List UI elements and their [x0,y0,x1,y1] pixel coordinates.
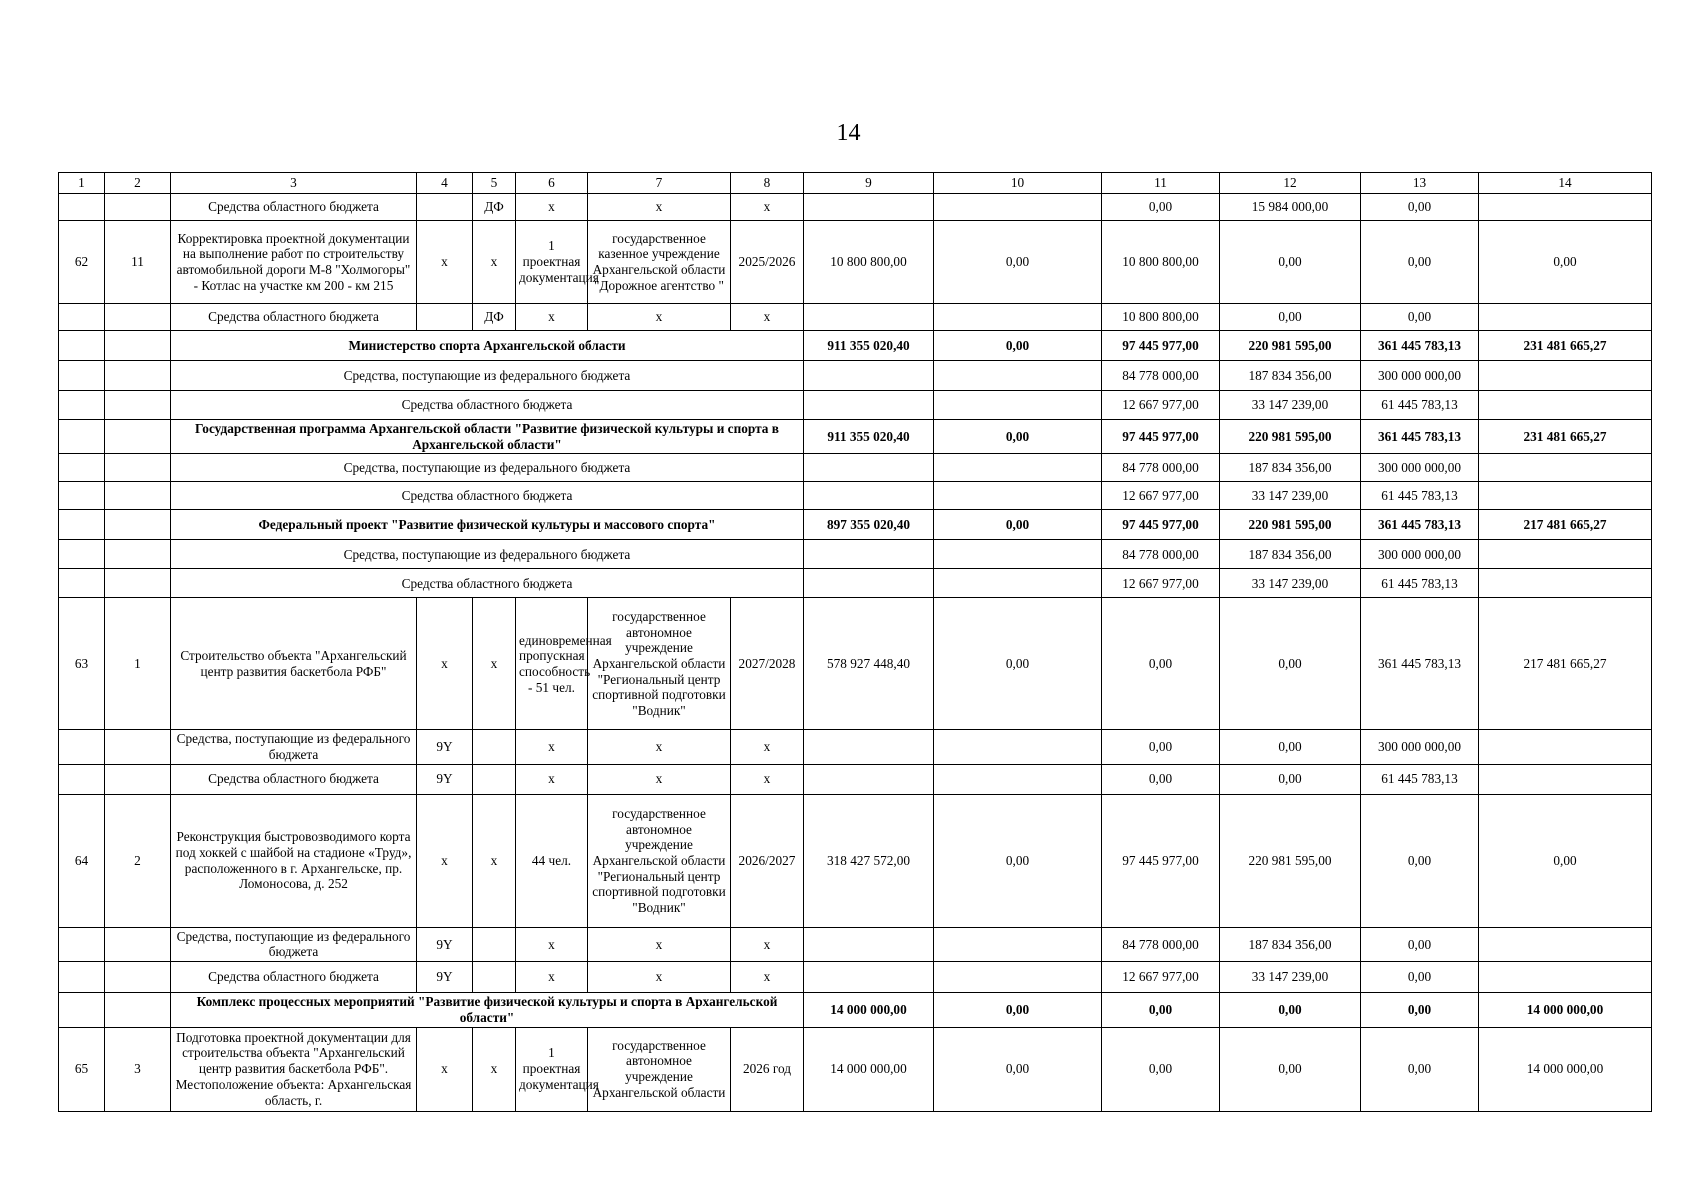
empty-cell [934,482,1102,510]
value-cell-c4: 9Y [417,962,473,993]
empty-cell [934,454,1102,482]
empty-cell [105,510,171,540]
empty-cell [105,569,171,598]
value-cell-c13: 0,00 [1361,962,1479,993]
empty-cell [59,962,105,993]
value-cell-c8: х [731,194,804,221]
row-number-cell: 64 [59,794,105,927]
value-cell-c5: х [473,598,516,730]
empty-cell [1479,540,1652,569]
column-number-cell: 11 [1102,173,1220,194]
column-number-cell: 7 [588,173,731,194]
group-title-cell: Комплекс процессных мероприятий "Развитие физической культуры и спорта в Архангельской области" [171,993,804,1027]
funding-source-cell: Средства областного бюджета [171,482,804,510]
value-cell-c6: единовременная пропускная способность - 51 чел. [516,598,588,730]
value-cell-c7: государственное автономное учреждение Архангельской области [588,1027,731,1111]
value-cell-c12: 0,00 [1220,221,1361,304]
table-row [59,730,1652,764]
value-cell-c12: 0,00 [1220,1027,1361,1111]
table-row [59,194,1652,221]
value-cell-c8: 2027/2028 [731,598,804,730]
value-cell-c10: 0,00 [934,221,1102,304]
group-total-cell-c11: 97 445 977,00 [1102,510,1220,540]
column-number-cell: 3 [171,173,417,194]
group-total-cell-c14: 14 000 000,00 [1479,993,1652,1027]
value-cell-c11: 12 667 977,00 [1102,482,1220,510]
value-cell-c13: 0,00 [1361,1027,1479,1111]
table-row [59,391,1652,420]
value-cell-c11: 10 800 800,00 [1102,221,1220,304]
value-cell-c11: 97 445 977,00 [1102,794,1220,927]
value-cell-c12: 0,00 [1220,598,1361,730]
funding-source-cell: Средства, поступающие из федерального бюджета [171,540,804,569]
value-cell-c13: 61 445 783,13 [1361,391,1479,420]
value-cell-c7: государственное автономное учреждение Архангельской области "Региональный центр спортивной подготовки "Водник" [588,794,731,927]
group-total-cell-c9: 14 000 000,00 [804,993,934,1027]
group-total-cell-c13: 361 445 783,13 [1361,420,1479,454]
funding-source-cell: Средства областного бюджета [171,391,804,420]
value-cell-c9: 578 927 448,40 [804,598,934,730]
empty-cell [804,962,934,993]
column-number-cell: 2 [105,173,171,194]
value-cell-c5: х [473,1027,516,1111]
empty-cell [804,304,934,331]
empty-cell [105,331,171,361]
group-total-cell-c11: 0,00 [1102,993,1220,1027]
funding-source-cell: Средства, поступающие из федерального бюджета [171,454,804,482]
empty-cell [804,730,934,764]
value-cell-c12: 33 147 239,00 [1220,391,1361,420]
empty-cell [105,420,171,454]
table-row [59,454,1652,482]
funding-source-cell: Средства областного бюджета [171,764,417,794]
empty-cell [105,730,171,764]
value-cell-c9: 10 800 800,00 [804,221,934,304]
value-cell-c11: 84 778 000,00 [1102,454,1220,482]
value-cell-c13: 361 445 783,13 [1361,598,1479,730]
empty-cell [804,391,934,420]
empty-cell [105,482,171,510]
value-cell-c12: 187 834 356,00 [1220,361,1361,391]
value-cell-c8: 2025/2026 [731,221,804,304]
empty-cell [105,540,171,569]
empty-cell [59,510,105,540]
group-total-cell-c13: 361 445 783,13 [1361,510,1479,540]
column-number-cell: 4 [417,173,473,194]
funding-source-cell: Средства областного бюджета [171,962,417,993]
group-title-cell: Государственная программа Архангельской области "Развитие физической культуры и спорта в Архангельской области" [171,420,804,454]
group-total-cell-c12: 220 981 595,00 [1220,510,1361,540]
value-cell-c7: х [588,304,731,331]
value-cell-c12: 0,00 [1220,764,1361,794]
value-cell-c7: х [588,927,731,961]
value-cell-c6: 1 проектная документация [516,1027,588,1111]
value-cell-c5: х [473,794,516,927]
group-total-cell-c12: 220 981 595,00 [1220,420,1361,454]
funding-source-cell: Средства, поступающие из федерального бюджета [171,730,417,764]
value-cell-c12: 187 834 356,00 [1220,454,1361,482]
value-cell-c11: 84 778 000,00 [1102,927,1220,961]
table-row [59,361,1652,391]
group-total-cell-c9: 911 355 020,40 [804,331,934,361]
value-cell-c11: 12 667 977,00 [1102,391,1220,420]
value-cell-c8: х [731,730,804,764]
empty-cell [59,764,105,794]
value-cell-c14: 217 481 665,27 [1479,598,1652,730]
funding-source-cell: Средства, поступающие из федерального бюджета [171,927,417,961]
group-total-cell-c9: 911 355 020,40 [804,420,934,454]
empty-cell [105,927,171,961]
column-number-cell: 5 [473,173,516,194]
value-cell-c13: 300 000 000,00 [1361,454,1479,482]
empty-cell [1479,927,1652,961]
value-cell-c13: 61 445 783,13 [1361,482,1479,510]
value-cell-c5 [473,927,516,961]
value-cell-c7: х [588,764,731,794]
group-total-cell-c10: 0,00 [934,993,1102,1027]
value-cell-c4 [417,304,473,331]
empty-cell [1479,361,1652,391]
value-cell-c12: 33 147 239,00 [1220,962,1361,993]
row-number-cell: 63 [59,598,105,730]
value-cell-c5 [473,962,516,993]
value-cell-c8: х [731,962,804,993]
value-cell-c8: х [731,764,804,794]
value-cell-c9: 318 427 572,00 [804,794,934,927]
empty-cell [105,454,171,482]
empty-cell [934,391,1102,420]
value-cell-c12: 0,00 [1220,304,1361,331]
column-number-cell: 13 [1361,173,1479,194]
value-cell-c8: х [731,927,804,961]
empty-cell [59,993,105,1027]
value-cell-c8: 2026 год [731,1027,804,1111]
empty-cell [59,194,105,221]
item-name-cell: Строительство объекта "Архангельский центр развития баскетбола РФБ" [171,598,417,730]
column-number-cell: 8 [731,173,804,194]
value-cell-c11: 0,00 [1102,730,1220,764]
value-cell-c11: 12 667 977,00 [1102,569,1220,598]
column-number-cell: 12 [1220,173,1361,194]
value-cell-c6: 1 проектная документация [516,221,588,304]
empty-cell [934,540,1102,569]
empty-cell [105,361,171,391]
value-cell-c6: 44 чел. [516,794,588,927]
value-cell-c8: х [731,304,804,331]
value-cell-c4: х [417,1027,473,1111]
group-total-cell-c10: 0,00 [934,510,1102,540]
empty-cell [804,482,934,510]
empty-cell [59,331,105,361]
empty-cell [1479,569,1652,598]
funding-source-cell: Средства областного бюджета [171,304,417,331]
value-cell-c7: х [588,730,731,764]
row-number-cell: 65 [59,1027,105,1111]
table-row [59,540,1652,569]
value-cell-c4: 9Y [417,730,473,764]
empty-cell [1479,764,1652,794]
group-total-cell-c9: 897 355 020,40 [804,510,934,540]
item-number-cell: 3 [105,1027,171,1111]
table-row [59,482,1652,510]
empty-cell [105,764,171,794]
value-cell-c12: 33 147 239,00 [1220,569,1361,598]
funding-source-cell: Средства областного бюджета [171,194,417,221]
empty-cell [105,993,171,1027]
value-cell-c4 [417,194,473,221]
value-cell-c11: 84 778 000,00 [1102,540,1220,569]
empty-cell [59,730,105,764]
group-total-cell-c14: 231 481 665,27 [1479,331,1652,361]
table-row [59,794,1652,927]
empty-cell [804,927,934,961]
table-row [59,221,1652,304]
value-cell-c7: государственное автономное учреждение Архангельской области "Региональный центр спортивной подготовки "Водник" [588,598,731,730]
value-cell-c14: 0,00 [1479,221,1652,304]
value-cell-c6: х [516,730,588,764]
empty-cell [1479,730,1652,764]
empty-cell [1479,304,1652,331]
value-cell-c13: 61 445 783,13 [1361,764,1479,794]
value-cell-c11: 10 800 800,00 [1102,304,1220,331]
empty-cell [934,361,1102,391]
value-cell-c12: 220 981 595,00 [1220,794,1361,927]
group-total-cell-c13: 361 445 783,13 [1361,331,1479,361]
value-cell-c13: 0,00 [1361,794,1479,927]
empty-cell [934,304,1102,331]
group-total-cell-c14: 217 481 665,27 [1479,510,1652,540]
value-cell-c11: 0,00 [1102,194,1220,221]
value-cell-c6: х [516,764,588,794]
empty-cell [105,194,171,221]
item-number-cell: 2 [105,794,171,927]
empty-cell [59,361,105,391]
table-row [59,510,1652,540]
table-row [59,569,1652,598]
item-name-cell: Подготовка проектной документации для строительства объекта "Архангельский центр развития баскетбола РФБ". Местоположение объекта: Архангельская область, г. [171,1027,417,1111]
item-number-cell: 11 [105,221,171,304]
column-number-row [59,173,1652,194]
column-number-cell: 14 [1479,173,1652,194]
value-cell-c6: х [516,194,588,221]
table-row [59,304,1652,331]
group-total-cell-c11: 97 445 977,00 [1102,420,1220,454]
value-cell-c10: 0,00 [934,1027,1102,1111]
group-total-cell-c11: 97 445 977,00 [1102,331,1220,361]
empty-cell [804,540,934,569]
value-cell-c13: 300 000 000,00 [1361,361,1479,391]
item-number-cell: 1 [105,598,171,730]
value-cell-c5: х [473,221,516,304]
column-number-cell: 10 [934,173,1102,194]
table-row [59,331,1652,361]
value-cell-c6: х [516,962,588,993]
budget-table [58,172,1652,1112]
empty-cell [804,454,934,482]
empty-cell [934,962,1102,993]
value-cell-c14: 0,00 [1479,794,1652,927]
empty-cell [59,569,105,598]
group-title-cell: Министерство спорта Архангельской области [171,331,804,361]
value-cell-c13: 61 445 783,13 [1361,569,1479,598]
value-cell-c7: х [588,962,731,993]
value-cell-c6: х [516,304,588,331]
value-cell-c14: 14 000 000,00 [1479,1027,1652,1111]
value-cell-c13: 300 000 000,00 [1361,730,1479,764]
value-cell-c9: 14 000 000,00 [804,1027,934,1111]
empty-cell [59,304,105,331]
value-cell-c13: 0,00 [1361,304,1479,331]
value-cell-c5: ДФ [473,194,516,221]
group-total-cell-c10: 0,00 [934,420,1102,454]
funding-source-cell: Средства областного бюджета [171,569,804,598]
value-cell-c13: 0,00 [1361,927,1479,961]
table-row [59,927,1652,961]
page-number: 14 [836,120,861,146]
table-row [59,962,1652,993]
value-cell-c13: 300 000 000,00 [1361,540,1479,569]
value-cell-c10: 0,00 [934,598,1102,730]
value-cell-c4: х [417,794,473,927]
empty-cell [934,194,1102,221]
empty-cell [804,764,934,794]
empty-cell [59,391,105,420]
empty-cell [934,764,1102,794]
value-cell-c5 [473,730,516,764]
empty-cell [934,730,1102,764]
empty-cell [804,194,934,221]
group-total-cell-c12: 0,00 [1220,993,1361,1027]
value-cell-c10: 0,00 [934,794,1102,927]
value-cell-c7: государственное казенное учреждение Архангельской области "Дорожное агентство " [588,221,731,304]
empty-cell [105,304,171,331]
empty-cell [105,962,171,993]
empty-cell [59,482,105,510]
value-cell-c12: 187 834 356,00 [1220,927,1361,961]
column-number-cell: 9 [804,173,934,194]
empty-cell [59,454,105,482]
empty-cell [1479,482,1652,510]
row-number-cell: 62 [59,221,105,304]
value-cell-c11: 12 667 977,00 [1102,962,1220,993]
value-cell-c4: х [417,221,473,304]
table-row [59,598,1652,730]
empty-cell [1479,194,1652,221]
empty-cell [934,569,1102,598]
empty-cell [59,927,105,961]
value-cell-c6: х [516,927,588,961]
table-row [59,420,1652,454]
empty-cell [59,420,105,454]
empty-cell [105,391,171,420]
value-cell-c11: 0,00 [1102,598,1220,730]
group-total-cell-c13: 0,00 [1361,993,1479,1027]
group-total-cell-c14: 231 481 665,27 [1479,420,1652,454]
value-cell-c12: 187 834 356,00 [1220,540,1361,569]
value-cell-c7: х [588,194,731,221]
value-cell-c5: ДФ [473,304,516,331]
funding-source-cell: Средства, поступающие из федерального бюджета [171,361,804,391]
value-cell-c13: 0,00 [1361,221,1479,304]
value-cell-c4: х [417,598,473,730]
value-cell-c12: 0,00 [1220,730,1361,764]
empty-cell [1479,454,1652,482]
value-cell-c4: 9Y [417,764,473,794]
column-number-cell: 6 [516,173,588,194]
table-row [59,764,1652,794]
value-cell-c4: 9Y [417,927,473,961]
item-name-cell: Корректировка проектной документации на выполнение работ по строительству автомобильной дороги М-8 "Холмогоры" - Котлас на участке км 200 - км 215 [171,221,417,304]
value-cell-c11: 84 778 000,00 [1102,361,1220,391]
group-title-cell: Федеральный проект "Развитие физической культуры и массового спорта" [171,510,804,540]
empty-cell [1479,391,1652,420]
table-row [59,993,1652,1027]
value-cell-c12: 33 147 239,00 [1220,482,1361,510]
value-cell-c11: 0,00 [1102,1027,1220,1111]
empty-cell [804,361,934,391]
column-number-cell: 1 [59,173,105,194]
value-cell-c5 [473,764,516,794]
empty-cell [59,540,105,569]
value-cell-c8: 2026/2027 [731,794,804,927]
group-total-cell-c10: 0,00 [934,331,1102,361]
empty-cell [804,569,934,598]
empty-cell [934,927,1102,961]
value-cell-c11: 0,00 [1102,764,1220,794]
value-cell-c12: 15 984 000,00 [1220,194,1361,221]
table-row [59,1027,1652,1111]
value-cell-c13: 0,00 [1361,194,1479,221]
item-name-cell: Реконструкция быстровозводимого корта под хоккей с шайбой на стадионе «Труд», расположенного в г. Архангельске, пр. Ломоносова, д. 252 [171,794,417,927]
table-body [59,173,1652,1112]
group-total-cell-c12: 220 981 595,00 [1220,331,1361,361]
empty-cell [1479,962,1652,993]
